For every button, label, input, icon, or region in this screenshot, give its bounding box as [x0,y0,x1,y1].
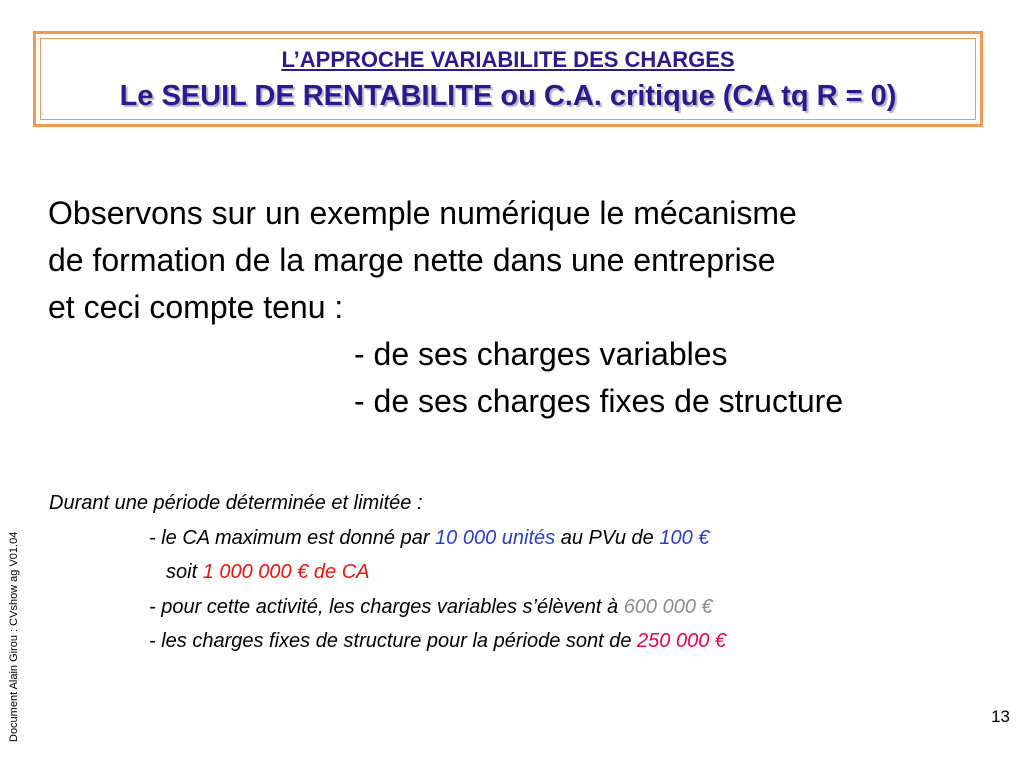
fixed-charges-value: 250 000 € [637,630,727,652]
intro-paragraph [48,190,1008,425]
example-details [49,486,1009,659]
details-variable-charges-line [49,590,1009,625]
title-box [33,31,983,127]
units-value: 10 000 unités [435,526,556,549]
intro-line-3: et ceci compte tenu : [48,289,344,325]
variable-charges-value: 600 000 € [623,595,713,618]
intro-bullet-variable-charges: - de ses charges variables [354,336,728,372]
document-credit: Document Alain Girou : CVshow ag V01.04 [8,531,20,742]
details-variable-charges-text: - pour cette activité, les charges variables s’élèvent à [149,595,624,618]
details-fixed-charges-line [49,624,1009,659]
page-number: 13 [991,707,1010,726]
intro-line-2: de formation de la marge nette dans une entreprise [48,242,776,278]
details-ca-total-line [49,555,1009,590]
intro-line-1: Observons sur un exemple numérique le mécanisme [48,195,797,231]
details-ca-max-text: - le CA maximum est donné par [149,526,436,549]
details-ca-max-line [49,521,1009,556]
details-fixed-charges-text: - les charges fixes de structure pour la période sont de [149,630,638,652]
unit-price-value: 100 € [659,526,710,549]
details-pvu-text: au PVu de [555,526,660,549]
ca-total-value: 1 000 000 € de CA [202,561,370,583]
intro-bullet-fixed-charges: - de ses charges fixes de structure [354,383,844,419]
details-soit-text: soit [166,561,203,583]
slide-subtitle: Le SEUIL DE RENTABILITE ou C.A. critique (CA tq R = 0) [119,80,897,112]
slide-title: L’APPROCHE VARIABILITE DES CHARGES [281,47,735,72]
details-intro-line: Durant une période déterminée et limitée : [49,492,423,514]
